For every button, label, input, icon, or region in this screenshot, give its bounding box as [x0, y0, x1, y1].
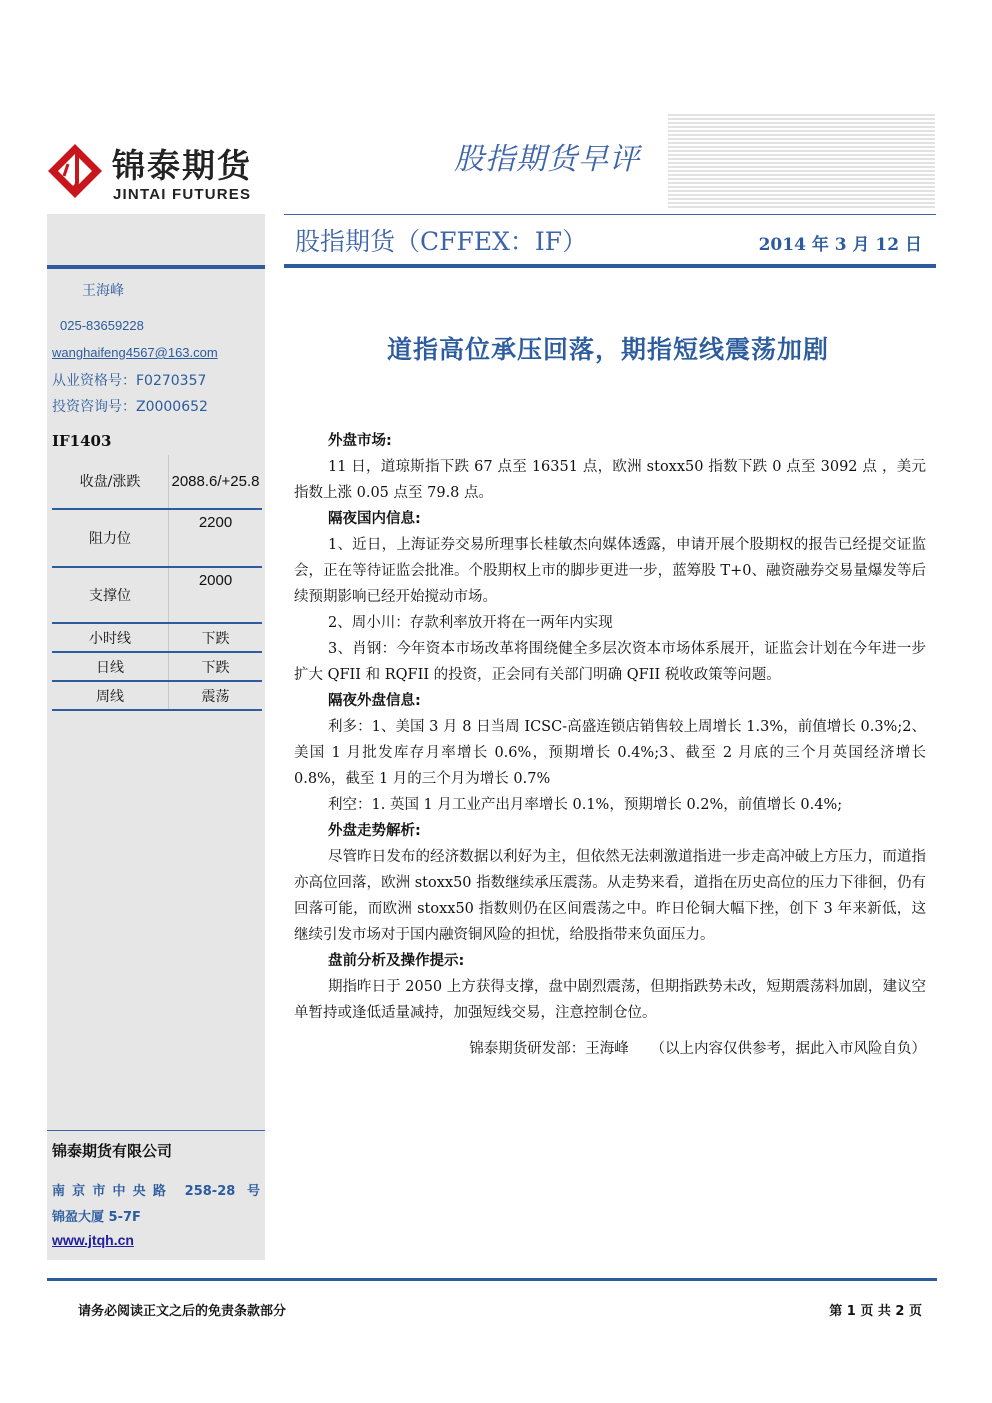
header-stripes: [668, 114, 935, 208]
sidebar-divider: [47, 265, 265, 269]
quote-value: [169, 509, 263, 567]
quote-value: 2088.6/+25.8: [169, 455, 263, 509]
paragraph: 11 日，道琼斯指下跌 67 点至 16351 点，欧洲 stoxx50 指数下跌 0 点至 3092 点 ，美元指数上涨 0.05 点至 79.8 点。: [294, 459, 927, 501]
section-heading: 盘前分析及操作提示:: [328, 953, 465, 969]
company-website-link[interactable]: www.jtqh.cn: [52, 1232, 134, 1248]
paragraph: 1、近日，上海证券交易所理事长桂敏杰向媒体透露，申请开展个股期权的报告已经提交证监会，正在等待证监会批准。个股期权上市的脚步更进一步，蓝筹股 T+0、融资融券交易量爆发等后续预期影响已经开始搅动市场。: [294, 537, 926, 605]
quote-value-text: 2000: [198, 572, 233, 589]
quote-value: 下跌: [169, 652, 263, 681]
logo-text-cn: 锦泰期货: [112, 146, 252, 185]
quote-row: [52, 455, 262, 509]
quote-value-text: 2200: [198, 514, 233, 531]
contract-code: IF1403: [52, 432, 112, 450]
section-heading: 隔夜外盘信息:: [328, 693, 421, 709]
quote-label: 小时线: [52, 623, 169, 652]
paragraph: 期指昨日于 2050 上方获得支撑，盘中剧烈震荡，但期指跌势未改，短期震荡料加剧，建议空单暂持或逢低适量减持，加强短线交易，注意控制仓位。: [294, 979, 926, 1021]
footer-disclaimer: 请务必阅读正文之后的免责条款部分: [78, 1304, 287, 1319]
company-building: 锦盈大厦 5-7F: [52, 1210, 141, 1225]
company-name: 锦泰期货有限公司: [52, 1142, 173, 1160]
band-title: 股指期货（CFFEX：IF）: [295, 227, 588, 256]
analyst-consult-number: 投资咨询号：Z0000652: [52, 399, 208, 415]
quote-row: [52, 623, 262, 652]
section-heading: 外盘走势解析:: [328, 823, 421, 839]
paragraph: 2、周小川：存款利率放开将在一两年内实现: [328, 615, 613, 631]
footer-rule: [47, 1278, 937, 1281]
section-heading: 隔夜国内信息:: [328, 511, 421, 527]
quote-row: [52, 681, 262, 710]
quote-table: [52, 455, 262, 711]
report-body: [294, 428, 926, 1062]
analyst-email-link[interactable]: wanghaifeng4567@163.com: [52, 345, 218, 360]
signature: 锦泰期货研发部：王海峰 （以上内容仅供参考，据此入市风险自负）: [469, 1041, 926, 1057]
quote-row: [52, 509, 262, 567]
quote-value: [169, 567, 263, 623]
page-number: 第 1 页 共 2 页: [829, 1304, 922, 1319]
report-date: 2014 年 3 月 12 日: [758, 235, 922, 255]
quote-value: 下跌: [169, 623, 263, 652]
analyst-phone: 025-83659228: [60, 318, 144, 333]
paragraph: 尽管昨日发布的经济数据以利好为主，但依然无法刺激道指进一步走高冲破上方压力，而道指亦高位回落，欧洲 stoxx50 指数继续承压震荡。从走势来看，道指在历史高位的压力下徘徊，仍有回落可能，而欧洲 stoxx50 指数则仍在区间震荡之中。昨日伦铜大幅下挫，创下 3 年来新低，这继续引发市场对于国内融资铜风险的担忧，给股指带来负面压力。: [294, 849, 926, 943]
quote-label: 阻力位: [52, 509, 169, 567]
quote-value: 震荡: [169, 681, 263, 710]
logo-text-en: JINTAI FUTURES: [113, 186, 252, 203]
company-logo-icon: [46, 142, 104, 200]
quote-label: 支撑位: [52, 567, 169, 623]
quote-row: [52, 567, 262, 623]
quote-label: 日线: [52, 652, 169, 681]
company-address: 南京市中央路 258-28 号: [52, 1184, 260, 1199]
quote-label: 收盘/涨跌: [52, 455, 169, 509]
band-bottom-rule: [284, 264, 936, 268]
analyst-name: 王海峰: [82, 283, 124, 299]
quote-row: [52, 652, 262, 681]
paragraph: 利空：1. 英国 1 月工业产出月率增长 0.1%，预期增长 0.2%，前值增长 0.4%;: [328, 797, 843, 813]
paragraph: 3、肖钢：今年资本市场改革将围绕健全多层次资本市场体系展开，证监会计划在今年进一步扩大 QFII 和 RQFII 的投资，正会同有关部门明确 QFII 税收政策等问题。: [294, 641, 926, 683]
quote-label: 周线: [52, 681, 169, 710]
paragraph: 利多：1、美国 3 月 8 日当周 ICSC-高盛连锁店销售较上周增长 1.3%，前值增长 0.3%;2、美国 1 月批发库存月率增长 0.6%，预期增长 0.4%;3、截至 2 月底的三个月英国经济增长 0.8%，截至 1 月的三个月为增长 0.7%: [294, 719, 926, 787]
section-heading: 外盘市场:: [328, 433, 392, 449]
headline: 道指高位承压回落，期指短线震荡加剧: [386, 335, 829, 364]
analyst-cert-number: 从业资格号：F0270357: [52, 373, 207, 389]
band-top-rule: [284, 214, 936, 215]
sidebar-divider: [47, 1130, 265, 1131]
report-title: 股指期货早评: [454, 142, 640, 177]
